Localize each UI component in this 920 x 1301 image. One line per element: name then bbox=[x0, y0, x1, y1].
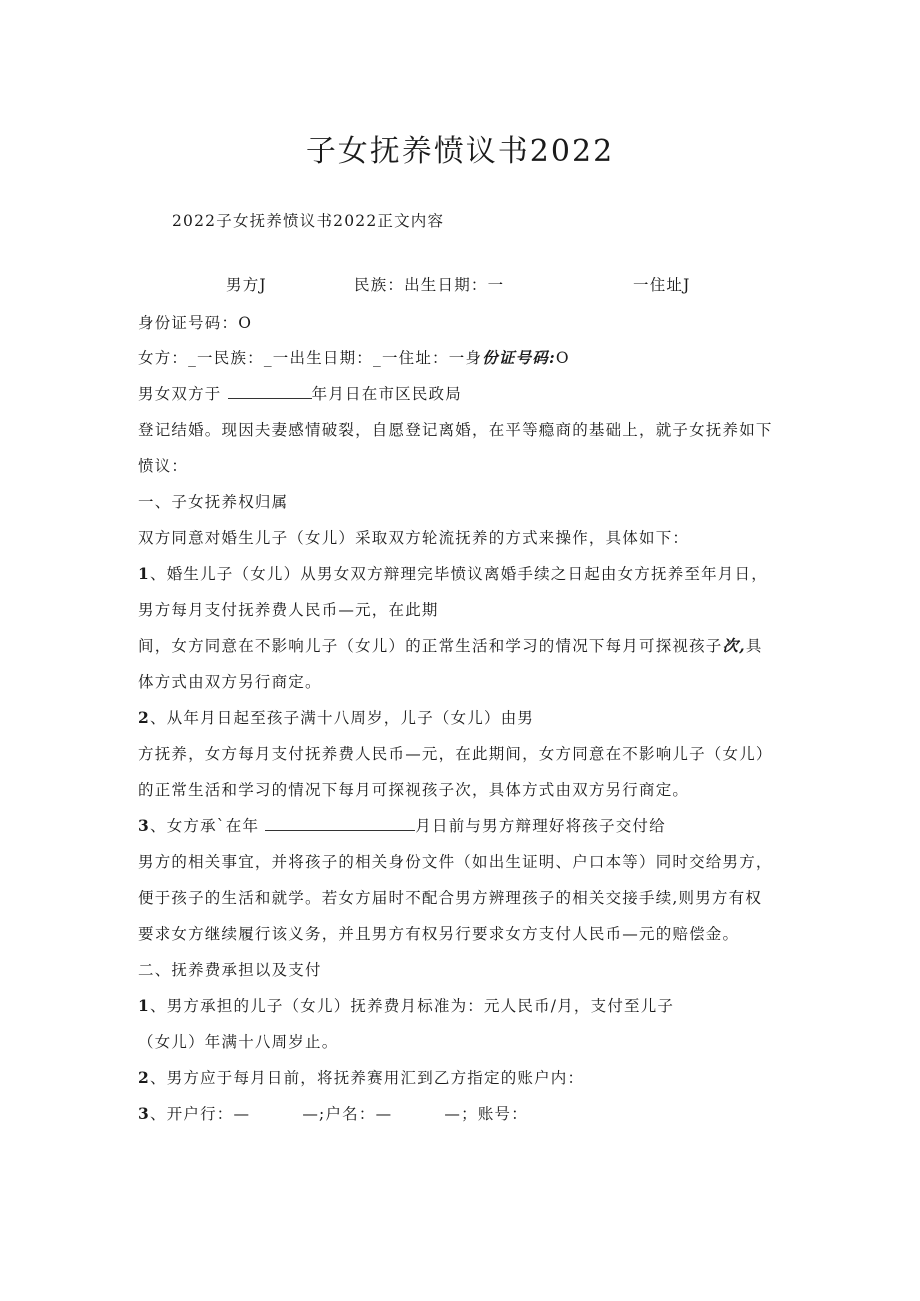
male-ethnicity-birth: 民族：出生日期：一 bbox=[354, 276, 505, 294]
custody-item-1-line-4: 体方式由双方另行商定。 bbox=[138, 673, 322, 691]
handover-date-blank bbox=[265, 816, 415, 831]
marriage-line-start: 男女双方于 bbox=[138, 385, 222, 403]
account-name-label: —;户名：— bbox=[302, 1105, 393, 1123]
section-custody-intro: 双方同意对婚生儿子（女儿）采取双方轮流抚养的方式来操作，具体如下： bbox=[138, 529, 690, 547]
item-text: 、男方应于每月日前，将抚养赛用汇到乙方指定的账户内： bbox=[150, 1069, 585, 1087]
custody-item-3-line-3: 便于孩子的生活和就学。若女方届时不配合男方辨理孩子的相关交接手续,则男方有权 bbox=[138, 889, 763, 907]
item-number: 3 bbox=[138, 816, 150, 835]
marriage-line bbox=[138, 383, 798, 405]
support-item-1-line-1 bbox=[138, 995, 798, 1017]
support-item-2 bbox=[138, 1067, 798, 1089]
support-item-3 bbox=[138, 1103, 798, 1125]
bank-label: 、开户行：— bbox=[150, 1105, 251, 1123]
custody-item-2-line-3: 的正常生活和学习的情况下每月可探视孩子次，具体方式由双方另行商定。 bbox=[138, 781, 690, 799]
support-item-1-line-2: （女儿）年满十八周岁止。 bbox=[138, 1033, 339, 1051]
item-text-emphasis: 次, bbox=[722, 636, 746, 655]
custody-item-3-line-4: 要求女方继续履行该义务，并且男方有权另行要求女方支付人民币—元的赔偿金。 bbox=[138, 925, 740, 943]
item-text: 、女方承`在年 bbox=[150, 817, 260, 835]
female-id-value: O bbox=[555, 349, 570, 367]
marriage-date-blank bbox=[228, 384, 312, 399]
item-number: 1 bbox=[138, 996, 150, 1015]
item-number: 2 bbox=[138, 708, 150, 727]
custody-item-3-line-1 bbox=[138, 815, 798, 837]
item-number: 1 bbox=[138, 564, 150, 583]
item-text: 间，女方同意在不影响儿子（女儿）的正常生活和学习的情况下每月可探视孩子 bbox=[138, 637, 723, 655]
item-text: 、男方承担的儿子（女儿）抚养费月标准为：元人民币/月，支付至儿子 bbox=[150, 997, 675, 1015]
section-heading-custody: 一、子女抚养权归属 bbox=[138, 493, 289, 511]
marriage-line-end: 年月日在市区民政局 bbox=[311, 385, 462, 403]
custody-item-2-line-2: 方抚养，女方每月支付抚养费人民币—元，在此期间，女方同意在不影响儿子（女儿） bbox=[138, 745, 773, 763]
male-id-line: 身份证号码：O bbox=[138, 314, 253, 332]
female-party-text: 女方：_一民族：_一出生日期：_一住址：一身 bbox=[138, 349, 483, 367]
section-heading-support: 二、抚养费承担以及支付 bbox=[138, 961, 322, 979]
female-party-line bbox=[138, 347, 798, 369]
account-number-label: —；账号： bbox=[444, 1105, 528, 1123]
custody-item-2-line-1 bbox=[138, 707, 798, 729]
male-party-label: 男方J bbox=[226, 276, 267, 294]
custody-item-3-line-2: 男方的相关事宜，并将孩子的相关身份文件（如出生证明、户口本等）同时交给男方， bbox=[138, 853, 773, 871]
paragraph-marriage: 登记结婚。现因夫妻感情破裂，自愿登记离婚，在平等瘾商的基础上，就子女抚养如下 bbox=[138, 421, 773, 439]
custody-item-1-line-1 bbox=[138, 563, 798, 585]
document-subtitle: 2022子女抚养愤议书2022正文内容 bbox=[172, 212, 445, 230]
item-text: 、从年月日起至孩子满十八周岁，儿子（女儿）由男 bbox=[150, 709, 535, 727]
item-text: 月日前与男方辩理好将孩子交付给 bbox=[415, 817, 666, 835]
custody-item-1-line-2: 男方每月支付抚养费人民币—元，在此期 bbox=[138, 601, 439, 619]
item-text: 、婚生儿子（女儿）从男女双方辩理完毕愤议离婚手续之日起由女方抚养至年月日， bbox=[150, 565, 768, 583]
paragraph-agreement: 愤议： bbox=[138, 457, 189, 475]
male-address: 一住址J bbox=[633, 276, 691, 294]
item-number: 3 bbox=[138, 1104, 150, 1123]
item-text: 具 bbox=[745, 637, 763, 655]
item-number: 2 bbox=[138, 1068, 150, 1087]
female-id-label: 份证号码: bbox=[482, 348, 556, 367]
document-title: 子女抚养愤议书2022 bbox=[305, 134, 615, 169]
custody-item-1-line-3 bbox=[138, 635, 798, 657]
